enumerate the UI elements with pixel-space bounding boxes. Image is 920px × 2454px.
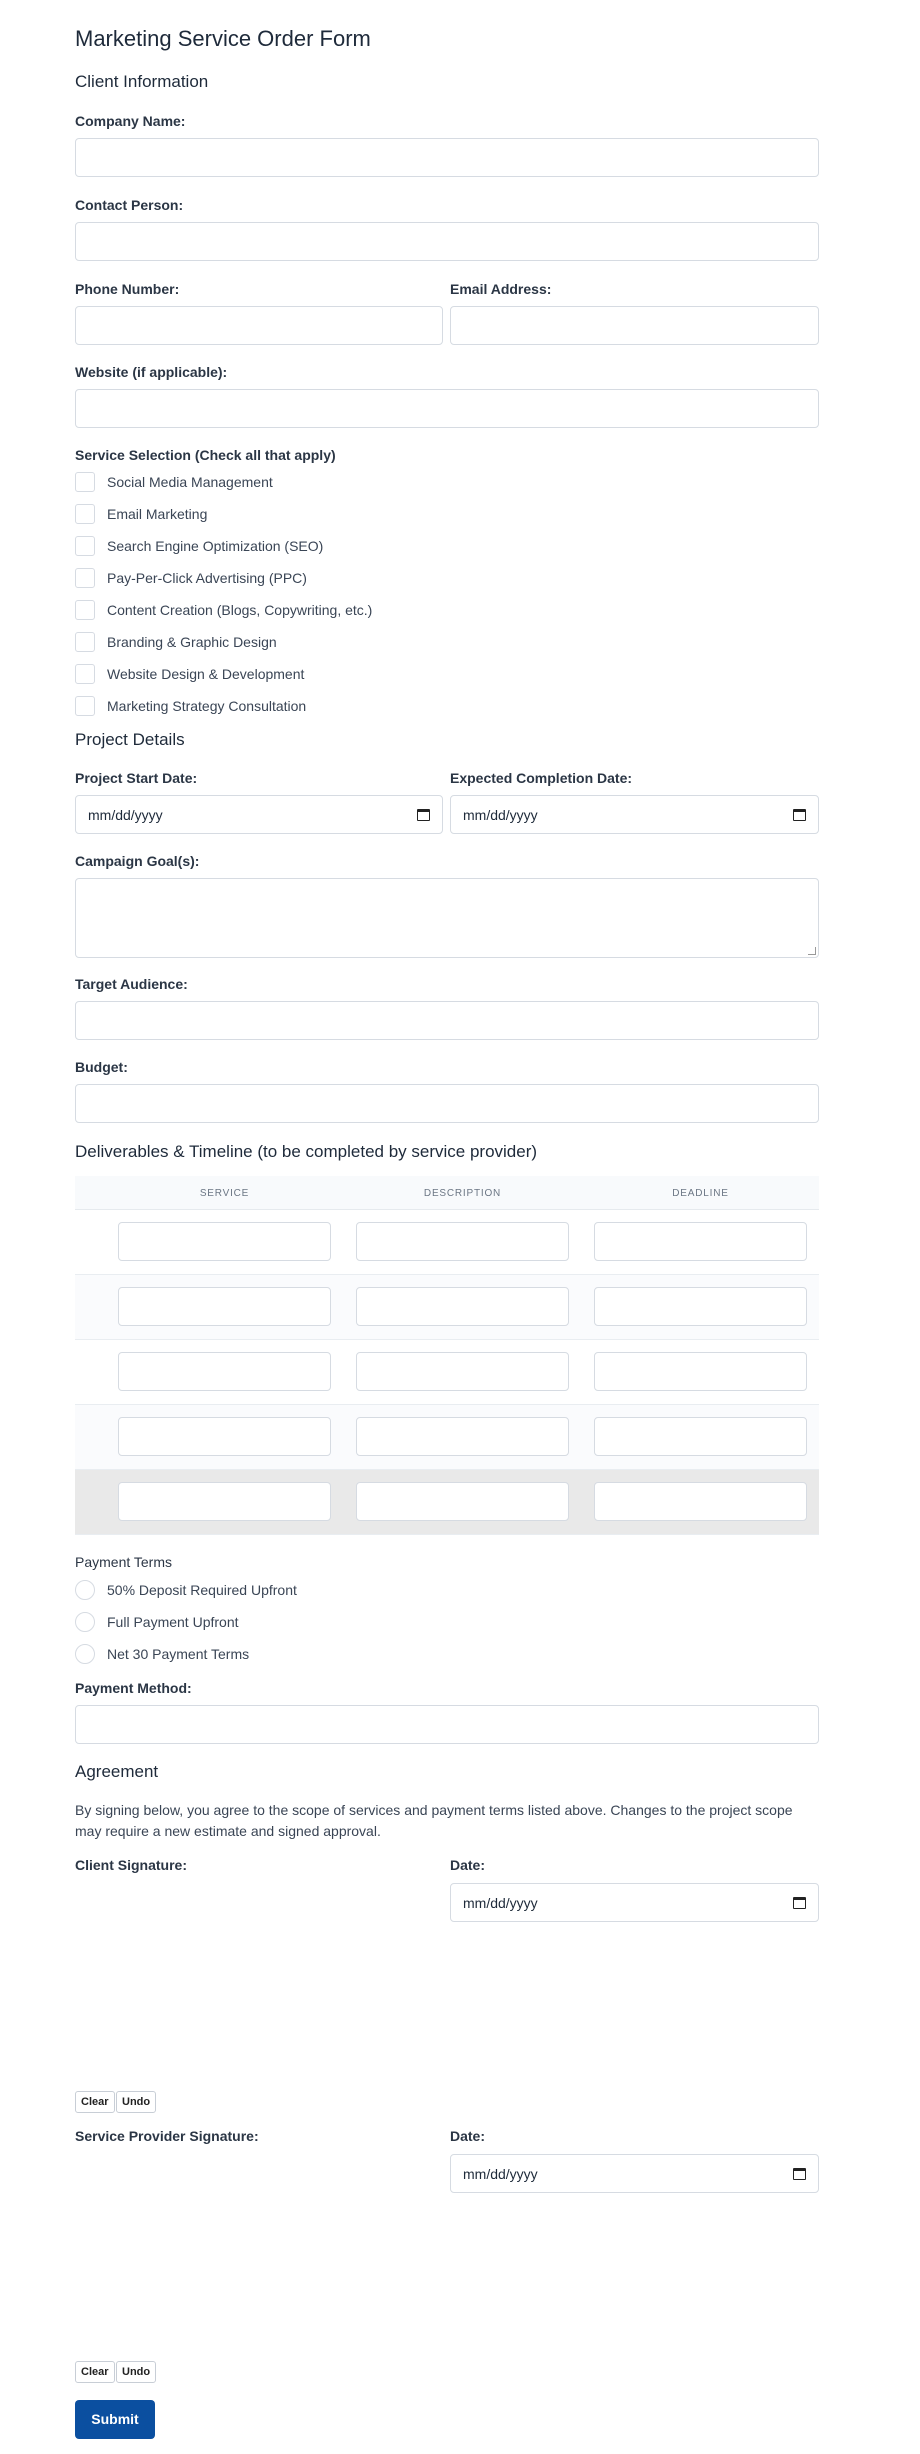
website-label: Website (if applicable): [75, 364, 228, 380]
payment-method-label: Payment Method: [75, 1680, 192, 1696]
client-signature-pad[interactable] [75, 1930, 435, 2085]
email-input[interactable] [450, 306, 819, 345]
deadline-cell-input[interactable] [594, 1352, 807, 1391]
table-row [75, 1340, 819, 1405]
submit-button[interactable]: Submit [75, 2400, 155, 2439]
checkbox[interactable] [75, 664, 95, 684]
agreement-heading: Agreement [75, 1762, 159, 1781]
client-date-label: Date: [450, 1857, 486, 1873]
checkbox[interactable] [75, 600, 95, 620]
table-row [75, 1470, 819, 1535]
provider-signature-date-input[interactable] [450, 2154, 819, 2193]
page-title: Marketing Service Order Form [75, 26, 371, 51]
service-cell-input[interactable] [118, 1222, 331, 1261]
checkbox[interactable] [75, 568, 95, 588]
budget-label: Budget: [75, 1059, 128, 1075]
service-cell-input[interactable] [118, 1482, 331, 1521]
checkbox[interactable] [75, 504, 95, 524]
service-option-label: Pay-Per-Click Advertising (PPC) [107, 570, 307, 586]
service-option-label: Website Design & Development [107, 666, 305, 682]
service-option[interactable] [75, 600, 372, 620]
service-option-label: Search Engine Optimization (SEO) [107, 538, 324, 554]
service-option-label: Social Media Management [107, 474, 273, 490]
provider-signature-undo-button[interactable]: Undo [116, 2361, 156, 2383]
service-cell-input[interactable] [118, 1287, 331, 1326]
deliverables-table [75, 1176, 819, 1535]
provider-signature-label: Service Provider Signature: [75, 2128, 259, 2144]
payment-terms-label: Payment Terms [75, 1554, 172, 1570]
table-row [75, 1210, 819, 1275]
payment-term-option[interactable] [75, 1612, 239, 1632]
date-placeholder: mm/dd/yyyy [463, 2165, 538, 2182]
email-label: Email Address: [450, 281, 552, 297]
payment-term-label: Full Payment Upfront [107, 1614, 239, 1630]
budget-input[interactable] [75, 1084, 819, 1123]
payment-method-input[interactable] [75, 1705, 819, 1744]
client-signature-undo-button[interactable]: Undo [116, 2091, 156, 2113]
column-header-deadline: DEADLINE [672, 1188, 729, 1199]
provider-signature-clear-button[interactable]: Clear [75, 2361, 115, 2383]
campaign-goals-label: Campaign Goal(s): [75, 853, 200, 869]
contact-person-label: Contact Person: [75, 197, 184, 213]
radio-button[interactable] [75, 1612, 95, 1632]
project-details-heading: Project Details [75, 730, 185, 749]
checkbox[interactable] [75, 696, 95, 716]
column-header-service: SERVICE [199, 1188, 250, 1199]
provider-date-label: Date: [450, 2128, 486, 2144]
checkbox[interactable] [75, 632, 95, 652]
completion-date-input[interactable] [450, 795, 819, 834]
start-date-label: Project Start Date: [75, 770, 198, 786]
description-cell-input[interactable] [356, 1352, 569, 1391]
payment-term-label: 50% Deposit Required Upfront [107, 1582, 297, 1598]
website-input[interactable] [75, 389, 819, 428]
payment-term-label: Net 30 Payment Terms [107, 1646, 250, 1662]
service-option[interactable] [75, 632, 277, 652]
start-date-input[interactable] [75, 795, 443, 834]
phone-label: Phone Number: [75, 281, 180, 297]
radio-button[interactable] [75, 1644, 95, 1664]
resize-handle-icon[interactable] [808, 947, 816, 955]
date-placeholder: mm/dd/yyyy [88, 806, 163, 823]
checkbox[interactable] [75, 536, 95, 556]
client-info-heading: Client Information [75, 72, 209, 91]
target-audience-label: Target Audience: [75, 976, 188, 992]
client-signature-date-input[interactable] [450, 1883, 819, 1922]
service-option[interactable] [75, 696, 306, 716]
client-signature-label: Client Signature: [75, 1857, 188, 1873]
agreement-text: By signing below, you agree to the scope of services and payment terms listed above. Changes to the project scope may require a new estimate and signed approval. [75, 1802, 793, 1839]
description-cell-input[interactable] [356, 1222, 569, 1261]
campaign-goals-textarea[interactable] [75, 878, 819, 958]
deadline-cell-input[interactable] [594, 1482, 807, 1521]
phone-input[interactable] [75, 306, 443, 345]
service-option-label: Content Creation (Blogs, Copywriting, etc.) [107, 602, 373, 618]
company-name-input[interactable] [75, 138, 819, 177]
completion-date-label: Expected Completion Date: [450, 770, 633, 786]
service-cell-input[interactable] [118, 1417, 331, 1456]
checkbox[interactable] [75, 472, 95, 492]
service-option[interactable] [75, 568, 307, 588]
calendar-icon[interactable] [793, 2168, 806, 2180]
service-option[interactable] [75, 664, 304, 684]
service-option[interactable] [75, 504, 207, 524]
table-row [75, 1275, 819, 1340]
service-cell-input[interactable] [118, 1352, 331, 1391]
calendar-icon[interactable] [793, 1897, 806, 1909]
company-name-label: Company Name: [75, 113, 186, 129]
calendar-icon[interactable] [417, 809, 430, 821]
deliverables-heading: Deliverables & Timeline (to be completed by service provider) [75, 1142, 538, 1161]
payment-term-option[interactable] [75, 1580, 297, 1600]
service-selection-label: Service Selection (Check all that apply) [75, 447, 336, 463]
radio-button[interactable] [75, 1580, 95, 1600]
target-audience-input[interactable] [75, 1001, 819, 1040]
payment-term-option[interactable] [75, 1644, 249, 1664]
date-placeholder: mm/dd/yyyy [463, 806, 538, 823]
table-header [75, 1176, 819, 1210]
description-cell-input[interactable] [356, 1417, 569, 1456]
deadline-cell-input[interactable] [594, 1417, 807, 1456]
service-option-label: Branding & Graphic Design [107, 634, 277, 650]
description-cell-input[interactable] [356, 1287, 569, 1326]
description-cell-input[interactable] [356, 1482, 569, 1521]
provider-signature-pad[interactable] [75, 2200, 435, 2355]
deadline-cell-input[interactable] [594, 1222, 807, 1261]
contact-person-input[interactable] [75, 222, 819, 261]
service-option[interactable] [75, 536, 323, 556]
column-header-description: DESCRIPTION [423, 1188, 502, 1199]
date-placeholder: mm/dd/yyyy [463, 1894, 538, 1911]
calendar-icon[interactable] [793, 809, 806, 821]
client-signature-clear-button[interactable]: Clear [75, 2091, 115, 2113]
service-option-label: Email Marketing [107, 506, 208, 522]
table-row [75, 1405, 819, 1470]
service-option[interactable] [75, 472, 273, 492]
deadline-cell-input[interactable] [594, 1287, 807, 1326]
service-option-label: Marketing Strategy Consultation [107, 698, 307, 714]
